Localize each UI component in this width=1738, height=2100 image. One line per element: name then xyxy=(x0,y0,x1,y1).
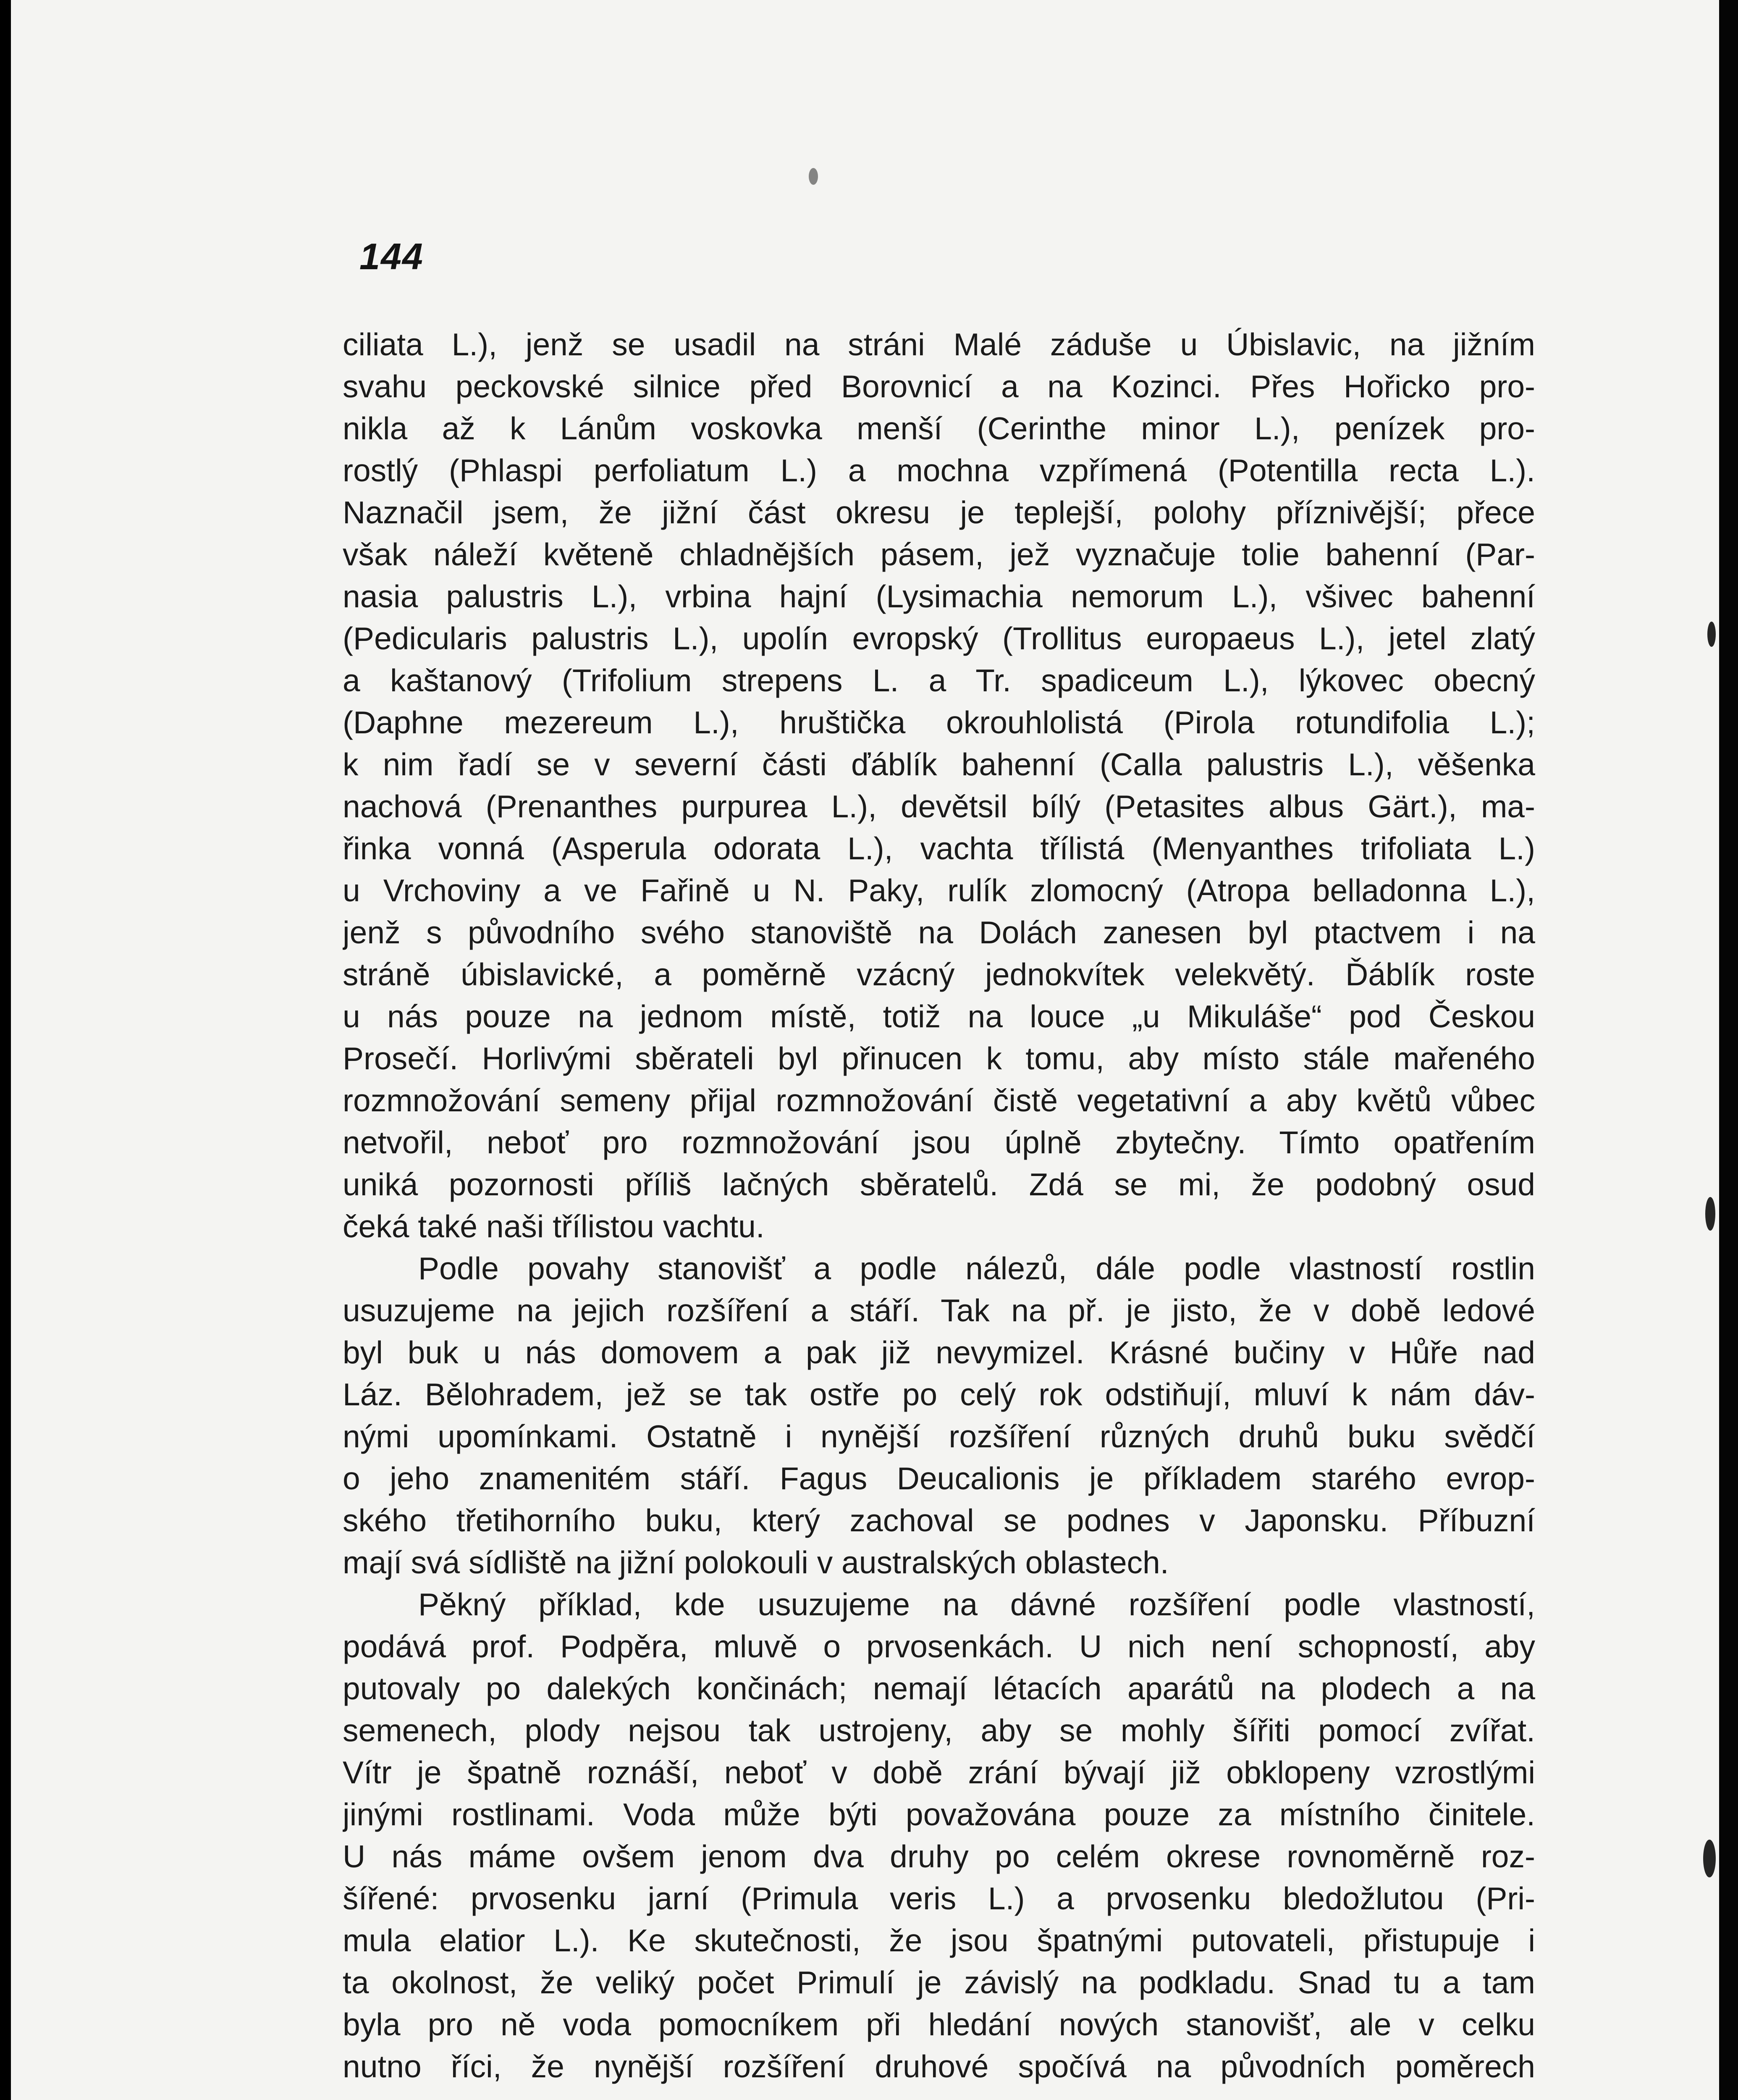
text-line: šířené: prvosenku jarní (Primula veris L.) a prvosenku bledožlutou (Pri- xyxy=(343,1881,1535,1916)
text-line: nikla až k Lánům voskovka menší (Cerinthe minor L.), penízek pro- xyxy=(343,411,1535,446)
text-line: Naznačil jsem, že jižní část okresu je teplejší, polohy příznivější; přece xyxy=(343,495,1535,530)
text-line: ta okolnost, že veliký počet Primulí je závislý na podkladu. Snad tu a tam xyxy=(343,1965,1535,2000)
text-line: řinka vonná (Asperula odorata L.), vachta třílistá (Menyanthes trifoliata L.) xyxy=(343,831,1535,866)
text-line: mula elatior L.). Ke skutečnosti, že jsou špatnými putovateli, přistupuje i xyxy=(343,1923,1535,1958)
text-line: stráně úbislavické, a poměrně vzácný jednokvítek velekvětý. Ďáblík roste xyxy=(343,957,1535,992)
text-line: Vítr je špatně roznáší, neboť v době zrání bývají již obklopeny vzrostlými xyxy=(343,1755,1535,1790)
text-line: nými upomínkami. Ostatně i nynější rozšíření různých druhů buku svědčí xyxy=(343,1419,1535,1454)
text-line: nutno říci, že nynější rozšíření druhové spočívá na původních poměrech xyxy=(343,2049,1535,2084)
text-line: ciliata L.), jenž se usadil na stráni Malé záduše u Úbislavic, na jižním xyxy=(343,327,1535,362)
text-line: u Vrchoviny a ve Fařině u N. Paky, rulík zlomocný (Atropa belladonna L.), xyxy=(343,873,1535,908)
text-line: rostlý (Phlaspi perfoliatum L.) a mochna vzpřímená (Potentilla recta L.). xyxy=(343,453,1535,488)
text-line: semenech, plody nejsou tak ustrojeny, aby se mohly šířiti pomocí zvířat. xyxy=(343,1713,1535,1748)
ink-mark-right xyxy=(1705,1197,1715,1231)
text-line: však náleží květeně chladnějších pásem, jež vyznačuje tolie bahenní (Par- xyxy=(343,537,1535,572)
text-line: (Daphne mezereum L.), hruštička okrouhlolistá (Pirola rotundifolia L.); xyxy=(343,705,1535,740)
ink-mark-right xyxy=(1703,1840,1716,1877)
text-line: podává prof. Podpěra, mluvě o prvosenkách. U nich není schopností, aby xyxy=(343,1629,1535,1664)
ink-spot xyxy=(809,168,818,185)
text-line: Láz. Bělohradem, jež se tak ostře po celý rok odstiňují, mluví k nám dáv- xyxy=(343,1377,1535,1412)
text-line: svahu peckovské silnice před Borovnicí a na Kozinci. Přes Hořicko pro- xyxy=(343,369,1535,404)
paragraph-first-line: Pěkný příklad, kde usuzujeme na dávné rozšíření podle vlastností, xyxy=(418,1587,1535,1622)
paragraph-first-line: Podle povahy stanovišť a podle nálezů, dále podle vlastností rostlin xyxy=(418,1251,1535,1286)
text-line: čeká také naši třílistou vachtu. xyxy=(343,1209,765,1244)
text-line: byl buk u nás domovem a pak již nevymizel. Krásné bučiny v Hůře nad xyxy=(343,1335,1535,1370)
text-line: k nim řadí se v severní části ďáblík bahenní (Calla palustris L.), věšenka xyxy=(343,747,1535,782)
text-line: netvořil, neboť pro rozmnožování jsou úplně zbytečny. Tímto opatřením xyxy=(343,1125,1535,1160)
ink-mark-right xyxy=(1707,622,1716,647)
text-line: mají svá sídliště na jižní polokouli v australských oblastech. xyxy=(343,1545,1169,1580)
text-line: jenž s původního svého stanoviště na Dolách zanesen byl ptactvem i na xyxy=(343,915,1535,950)
text-line: a kaštanový (Trifolium strepens L. a Tr. spadiceum L.), lýkovec obecný xyxy=(343,663,1535,698)
text-line: uniká pozornosti příliš lačných sběratelů. Zdá se mi, že podobný osud xyxy=(343,1167,1535,1202)
text-line: byla pro ně voda pomocníkem při hledání nových stanovišť, ale v celku xyxy=(343,2007,1535,2042)
text-line: ského třetihorního buku, který zachoval se podnes v Japonsku. Příbuzní xyxy=(343,1503,1535,1538)
text-line: nachová (Prenanthes purpurea L.), devětsil bílý (Petasites albus Gärt.), ma- xyxy=(343,789,1535,824)
scan-border-right xyxy=(1719,0,1738,2100)
text-line: jinými rostlinami. Voda může býti považována pouze za místního činitele. xyxy=(343,1797,1535,1832)
text-line: usuzujeme na jejich rozšíření a stáří. Tak na př. je jisto, že v době ledové xyxy=(343,1293,1535,1328)
text-line: U nás máme ovšem jenom dva druhy po celém okrese rovnoměrně roz- xyxy=(343,1839,1535,1874)
text-line: Prosečí. Horlivými sběrateli byl přinucen k tomu, aby místo stále mařeného xyxy=(343,1041,1535,1076)
text-line: rozmnožování semeny přijal rozmnožování čistě vegetativní a aby květů vůbec xyxy=(343,1083,1535,1118)
book-page xyxy=(11,0,1719,2100)
text-line: u nás pouze na jednom místě, totiž na louce „u Mikuláše“ pod Českou xyxy=(343,999,1535,1034)
page-number: 144 xyxy=(359,236,424,277)
text-line: (Pedicularis palustris L.), upolín evropský (Trollitus europaeus L.), jetel zlatý xyxy=(343,621,1535,656)
text-line: putovaly po dalekých končinách; nemají létacích aparátů na plodech a na xyxy=(343,1671,1535,1706)
text-line: o jeho znamenitém stáří. Fagus Deucalionis je příkladem starého evrop- xyxy=(343,1461,1535,1496)
body-text xyxy=(343,323,1535,2087)
text-line: nasia palustris L.), vrbina hajní (Lysimachia nemorum L.), všivec bahenní xyxy=(343,579,1535,614)
